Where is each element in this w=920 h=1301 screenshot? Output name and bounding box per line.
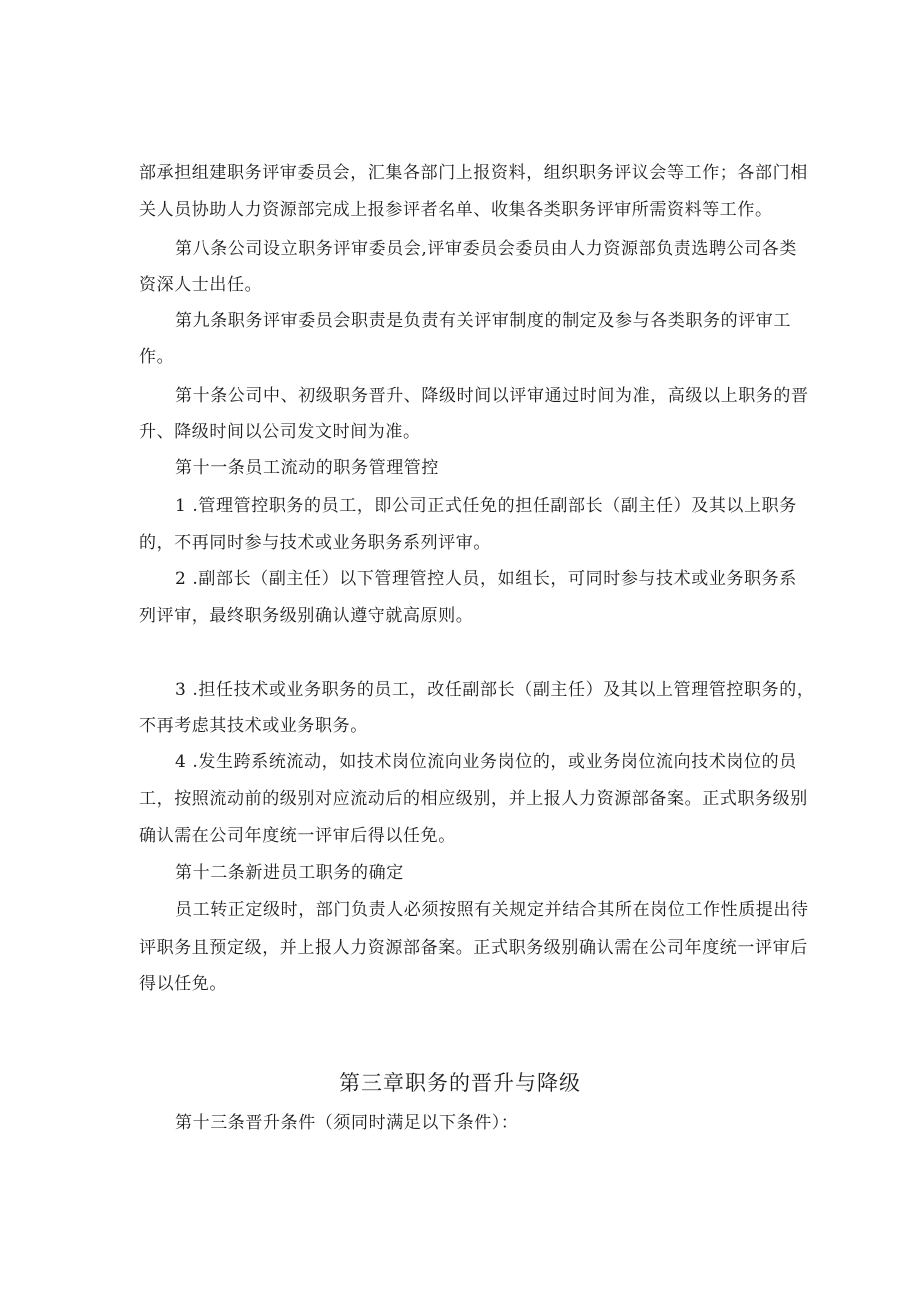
article-11-item-1-line: 1 .管理管控职务的员工，即公司正式任免的担任副部长（副主任）及其以上职务 — [175, 496, 797, 516]
article-11-item-2-line: 2 .副部长（副主任）以下管理管控人员，如组长，可同时参与技术或业务职务系 — [175, 569, 797, 589]
article-12-title: 第十二条新进员工职务的确定 — [175, 863, 404, 883]
article-8-line: 资深人士出任。 — [139, 275, 263, 295]
article-11-item-3-line: 3 .担任技术或业务职务的员工，改任副部长（副主任）及其以上管理管控职务的， — [175, 680, 815, 700]
paragraph-line: 关人员协助人力资源部完成上报参评者名单、收集各类职务评审所需资料等工作。 — [139, 200, 773, 220]
article-11-item-4-line: 4 .发生跨系统流动，如技术岗位流向业务岗位的，或业务岗位流向技术岗位的员 — [175, 752, 797, 772]
article-11-title: 第十一条员工流动的职务管理管控 — [175, 458, 439, 478]
article-13-title: 第十三条晋升条件（须同时满足以下条件）： — [175, 1113, 519, 1133]
article-11-item-2-line: 列评审，最终职务级别确认遵守就高原则。 — [139, 606, 474, 626]
article-11-item-1-line: 的，不再同时参与技术或业务职务系列评审。 — [139, 533, 491, 553]
paragraph-line: 部承担组建职务评审委员会，汇集各部门上报资料，组织职务评议会等工作；各部门相 — [139, 163, 808, 183]
chapter-title: 第三章职务的晋升与降级 — [339, 1071, 581, 1095]
article-11-item-3-line: 不再考虑其技术或业务职务。 — [139, 716, 368, 736]
article-12-body-line: 得以任免。 — [139, 974, 227, 994]
article-10-line: 升、降级时间以公司发文时间为准。 — [139, 422, 421, 442]
article-9-line: 第九条职务评审委员会职责是负责有关评审制度的制定及参与各类职务的评审工 — [175, 311, 791, 331]
article-10-line: 第十条公司中、初级职务晋升、降级时间以评审通过时间为准，高级以上职务的晋 — [175, 386, 809, 406]
article-11-item-4-line: 确认需在公司年度统一评审后得以任免。 — [139, 826, 456, 846]
article-11-item-4-line: 工，按照流动前的级别对应流动后的相应级别，并上报人力资源部备案。正式职务级别 — [139, 789, 808, 809]
article-12-body-line: 评职务且预定级，并上报人力资源部备案。正式职务级别确认需在公司年度统一评审后 — [139, 938, 808, 958]
article-12-body-line: 员工转正定级时，部门负责人必须按照有关规定并结合其所在岗位工作性质提出待 — [175, 900, 809, 920]
article-9-line: 作。 — [139, 347, 175, 367]
article-8-line: 第八条公司设立职务评审委员会,评审委员会委员由人力资源部负责选聘公司各类 — [175, 239, 798, 259]
